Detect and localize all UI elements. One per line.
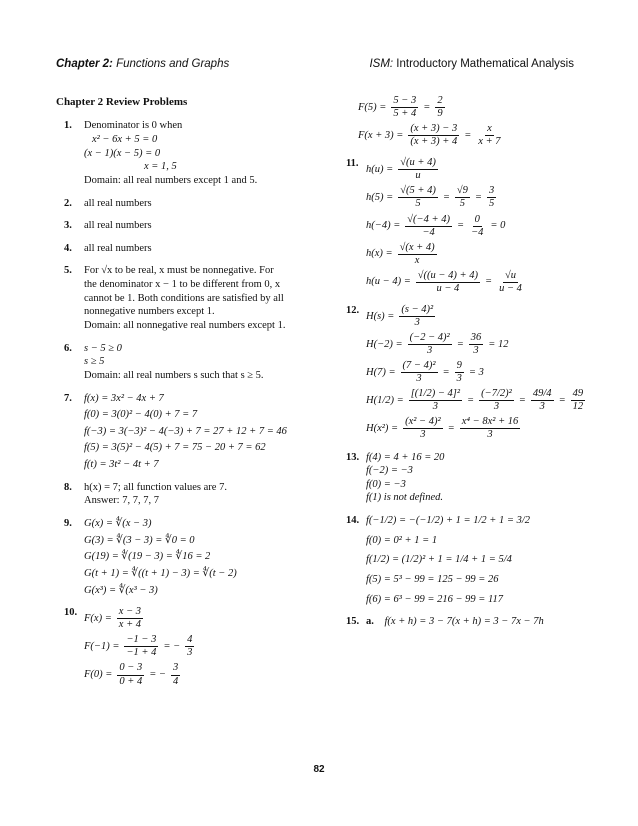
equation-line: f(−2) = −3 — [366, 465, 413, 477]
equation-line: f(−1/2) = −(−1/2) + 1 = 1/2 + 1 = 3/2 — [366, 515, 531, 527]
denominator: 5 — [489, 198, 495, 210]
numerator: (x² − 4)² — [403, 416, 443, 429]
fraction — [497, 270, 524, 295]
denominator: 3 — [414, 316, 420, 328]
fraction — [403, 416, 443, 441]
problem-13 — [338, 451, 588, 506]
fraction — [469, 332, 484, 357]
denominator: 9 — [437, 108, 443, 120]
problem-number: 11. — [346, 158, 359, 170]
equation-lhs: h(−4) = — [366, 220, 401, 232]
equation-line — [366, 332, 588, 357]
equation-line: G(t + 1) = ∜((t + 1) − 3) = ∜(t − 2) — [84, 567, 237, 579]
numerator: (−2 − 4)² — [408, 332, 452, 345]
text-line: Domain: all nonnegative real numbers except 1. — [84, 319, 286, 331]
equation-line — [358, 95, 588, 120]
equation-line: G(3) = ∜(3 − 3) = ∜0 = 0 — [84, 534, 195, 546]
numerator: 0 − 3 — [117, 662, 144, 675]
numerator: 3 — [487, 185, 496, 198]
fraction — [479, 388, 514, 413]
denominator: x + 4 — [118, 619, 142, 631]
answer-text: all real numbers — [84, 197, 152, 209]
equation-lhs: F(0) = — [84, 669, 113, 681]
numerator: (x + 3) − 3 — [408, 123, 459, 136]
fraction — [124, 634, 158, 659]
equation-line: f(1) is not defined. — [366, 492, 443, 504]
problem-number: 9. — [64, 518, 72, 530]
text-line: Answer: 7, 7, 7, 7 — [84, 495, 159, 507]
left-column — [56, 95, 306, 697]
equation-lhs: F(x + 3) = — [358, 129, 404, 141]
equals-sign: = — [423, 101, 431, 113]
equation-line: f(t) = 3t² − 4t + 7 — [84, 459, 159, 471]
equation-line — [366, 214, 588, 239]
problem-number: 2. — [64, 197, 72, 209]
equation-line — [84, 662, 306, 687]
numerator: √(x + 4) — [398, 242, 437, 255]
denominator: (x + 3) + 4 — [410, 136, 458, 148]
equation-line — [84, 606, 306, 631]
problem-4 — [56, 242, 306, 256]
fraction — [398, 185, 438, 210]
text-line: For √x to be real, x must be nonnegative. For — [84, 265, 274, 277]
answer-text: all real numbers — [84, 242, 152, 254]
text-line: h(x) = 7; all function values are 7. — [84, 481, 227, 493]
fraction — [117, 606, 143, 631]
denominator: u − 4 — [436, 282, 460, 294]
equation-line — [366, 270, 588, 295]
denominator: u — [415, 170, 421, 182]
equation-lhs: H(7) = — [366, 366, 396, 378]
denominator: 3 — [473, 345, 479, 357]
problem-15 — [338, 615, 588, 629]
denominator: 3 — [420, 429, 426, 441]
equation-lhs: H(x²) = — [366, 423, 399, 435]
book-label: ISM: — [369, 58, 394, 70]
equation-lhs: F(−1) = — [84, 641, 120, 653]
equation-lhs: H(s) = — [366, 310, 395, 322]
problem-8 — [56, 481, 306, 508]
denominator: u − 4 — [499, 282, 522, 294]
problem-number: 5. — [64, 265, 72, 277]
equation-lhs: H(1/2) = — [366, 394, 404, 406]
numerator: 0 — [473, 214, 482, 227]
problem-number: 13. — [346, 451, 360, 463]
section-title: Chapter 2 Review Problems — [56, 96, 188, 108]
equals-sign: = − — [163, 641, 181, 653]
problem-number: 12. — [346, 304, 360, 316]
problem-number: 8. — [64, 481, 72, 493]
equation-line — [366, 185, 588, 210]
numerator: √(5 + 4) — [398, 185, 438, 198]
chapter-label: Chapter 2: — [56, 58, 113, 70]
chapter-title: Functions and Graphs — [116, 58, 230, 70]
denominator: 3 — [432, 401, 438, 413]
text-line: the denominator x − 1 to be different from 0, x — [84, 279, 281, 291]
numerator: 36 — [469, 332, 484, 345]
numerator: x — [485, 123, 494, 136]
problem-1 — [56, 119, 306, 187]
fraction — [455, 360, 464, 385]
denominator: 3 — [487, 429, 493, 441]
problem-number: 3. — [64, 220, 72, 232]
equation-line — [366, 242, 588, 267]
equation-line: x = 1, 5 — [144, 161, 177, 173]
equation-lhs: h(x) = — [366, 248, 393, 260]
denominator: x + 7 — [478, 136, 501, 148]
numerator: (−7/2)² — [479, 388, 514, 401]
equation-line: x² − 6x + 5 = 0 — [92, 133, 158, 145]
equals-result: = 12 — [488, 338, 509, 350]
equation-line — [366, 416, 588, 441]
fraction — [476, 123, 502, 148]
fraction — [531, 388, 554, 413]
problem-11 — [338, 157, 588, 295]
problem-7 — [56, 392, 306, 472]
equals-sign: = − — [149, 669, 167, 681]
problem-number: 1. — [64, 120, 72, 132]
equals-sign: = — [558, 394, 566, 406]
equals-sign: = — [484, 276, 493, 288]
equation-line — [366, 615, 588, 629]
fraction — [487, 185, 496, 210]
text-line: Denominator is 0 when — [84, 120, 183, 132]
denominator: −4 — [422, 226, 435, 238]
equation-line — [366, 388, 588, 413]
fraction — [185, 634, 194, 659]
equation-line: f(0) = −3 — [366, 478, 406, 490]
equation-line: f(−3) = 3(−3)² − 4(−3) + 7 = 27 + 12 + 7 = 46 — [84, 425, 287, 437]
problem-number: 10. — [64, 607, 78, 619]
fraction — [117, 662, 144, 687]
numerator: √u — [503, 270, 518, 283]
equation-line: f(4) = 4 + 16 = 20 — [366, 451, 445, 463]
problem-number: 14. — [346, 515, 360, 527]
denominator: 3 — [427, 345, 433, 357]
text-line: nonnegative numbers except 1. — [84, 306, 215, 318]
equals-sign: = — [467, 394, 475, 406]
equals-sign: = — [456, 220, 465, 232]
equals-result: = 0 — [490, 220, 506, 232]
denominator: 0 + 4 — [119, 675, 143, 687]
fraction — [391, 95, 418, 120]
fraction — [398, 242, 437, 267]
numerator: −1 − 3 — [124, 634, 158, 647]
equation-lhs: h(u − 4) = — [366, 276, 411, 288]
denominator: 3 — [416, 373, 422, 385]
numerator: √(u + 4) — [398, 157, 438, 170]
fraction — [171, 662, 180, 687]
equals-result: = 3 — [468, 366, 484, 378]
numerator: √((u − 4) + 4) — [416, 270, 480, 283]
denominator: −4 — [471, 226, 484, 238]
equals-sign: = — [447, 423, 455, 435]
equation-line: f(0) = 0² + 1 = 1 — [366, 534, 438, 546]
equation-line: (x − 1)(x − 5) = 0 — [84, 147, 161, 159]
equation-line — [366, 304, 588, 329]
denominator: 3 — [187, 647, 193, 659]
numerator: 5 − 3 — [391, 95, 418, 108]
fraction — [401, 360, 438, 385]
denominator: 5 — [415, 198, 421, 210]
denominator: 12 — [572, 401, 584, 413]
equation-lhs: F(x) = — [84, 612, 112, 624]
fraction — [399, 304, 435, 329]
problem-9 — [56, 517, 306, 597]
denominator: 3 — [539, 401, 545, 413]
denominator: −1 + 4 — [126, 647, 157, 659]
problem-3 — [56, 219, 306, 233]
equation-line: G(x) = ∜(x − 3) — [84, 518, 152, 530]
numerator: (s − 4)² — [399, 304, 435, 317]
numerator: 49/4 — [531, 388, 554, 401]
fraction — [571, 388, 586, 413]
equation-line: f(1/2) = (1/2)² + 1 = 1/4 + 1 = 5/4 — [366, 554, 512, 566]
fraction — [408, 332, 452, 357]
problem-number: 6. — [64, 342, 72, 354]
numerator: 9 — [455, 360, 464, 373]
equation-lhs: h(5) = — [366, 192, 394, 204]
equation-line — [84, 634, 306, 659]
numerator: 4 — [185, 634, 194, 647]
equation-line — [366, 360, 588, 385]
equals-sign: = — [456, 338, 464, 350]
text-line: Domain: all real numbers except 1 and 5. — [84, 174, 258, 186]
fraction — [398, 157, 438, 182]
numerator: x⁴ − 8x² + 16 — [460, 416, 521, 429]
part-label: a. — [366, 616, 374, 628]
numerator: √9 — [455, 185, 470, 198]
problem-10-continued — [338, 95, 588, 148]
answer-text: all real numbers — [84, 220, 152, 232]
fraction — [455, 185, 470, 210]
equation-line: f(0) = 3(0)² − 4(0) + 7 = 7 — [84, 409, 198, 421]
problem-14 — [338, 514, 588, 606]
denominator: 5 — [459, 198, 466, 210]
denominator: 3 — [493, 401, 500, 413]
equation-line: f(6) = 6³ − 99 = 216 − 99 = 117 — [366, 593, 503, 605]
equals-sign: = — [442, 192, 450, 204]
fraction — [409, 388, 462, 413]
equation-line: s ≥ 5 — [84, 356, 105, 368]
equation-line — [358, 123, 588, 148]
fraction — [405, 214, 452, 239]
equals-sign: = — [464, 129, 472, 141]
denominator: 4 — [173, 675, 179, 687]
numerator: √(−4 + 4) — [405, 214, 452, 227]
problem-number: 7. — [64, 392, 72, 404]
right-column — [338, 92, 588, 638]
denominator: 3 — [456, 373, 462, 385]
numerator: 49 — [571, 388, 586, 401]
equals-sign: = — [518, 394, 526, 406]
running-header-left — [56, 57, 229, 72]
equation-line: f(5) = 5³ − 99 = 125 − 99 = 26 — [366, 573, 499, 585]
problem-12 — [338, 304, 588, 442]
text-line: cannot be 1. Both conditions are satisfied by all — [84, 292, 284, 304]
equation-line: G(19) = ∜(19 − 3) = ∜16 = 2 — [84, 551, 211, 563]
equation-line: s − 5 ≥ 0 — [84, 342, 122, 354]
equation-line: f(5) = 3(5)² − 4(5) + 7 = 75 − 20 + 7 = 62 — [84, 442, 266, 454]
equals-sign: = — [442, 366, 450, 378]
fraction — [408, 123, 459, 148]
equation-line: f(x) = 3x² − 4x + 7 — [84, 392, 164, 404]
denominator: x — [414, 254, 420, 266]
equation-lhs: F(5) = — [358, 101, 387, 113]
text-line: Domain: all real numbers s such that s ≥ 5. — [84, 369, 264, 381]
equation-text: f(x + h) = 3 − 7(x + h) = 3 − 7x − 7h — [384, 616, 544, 628]
page-number: 82 — [313, 764, 325, 775]
numerator: (7 − 4)² — [401, 360, 438, 373]
problem-number: 15. — [346, 616, 360, 628]
equation-line — [366, 157, 588, 182]
running-header-right — [369, 57, 574, 72]
equals-sign: = — [474, 192, 483, 204]
equation-lhs: h(u) = — [366, 163, 394, 175]
equation-line: G(x³) = ∜(x³ − 3) — [84, 584, 158, 596]
fraction — [460, 416, 521, 441]
equation-lhs: H(−2) = — [366, 338, 403, 350]
problem-number: 4. — [64, 242, 72, 254]
numerator: [(1/2) − 4]² — [409, 388, 462, 401]
problem-2 — [56, 197, 306, 211]
numerator: 3 — [171, 662, 180, 675]
fraction — [416, 270, 480, 295]
numerator: x − 3 — [117, 606, 143, 619]
fraction — [469, 214, 485, 239]
problem-10 — [56, 606, 306, 687]
problem-6 — [56, 342, 306, 383]
book-title: Introductory Mathematical Analysis — [396, 58, 574, 70]
numerator: 2 — [435, 95, 444, 108]
problem-5 — [56, 264, 306, 332]
fraction — [435, 95, 444, 120]
denominator: 5 + 4 — [393, 108, 417, 120]
